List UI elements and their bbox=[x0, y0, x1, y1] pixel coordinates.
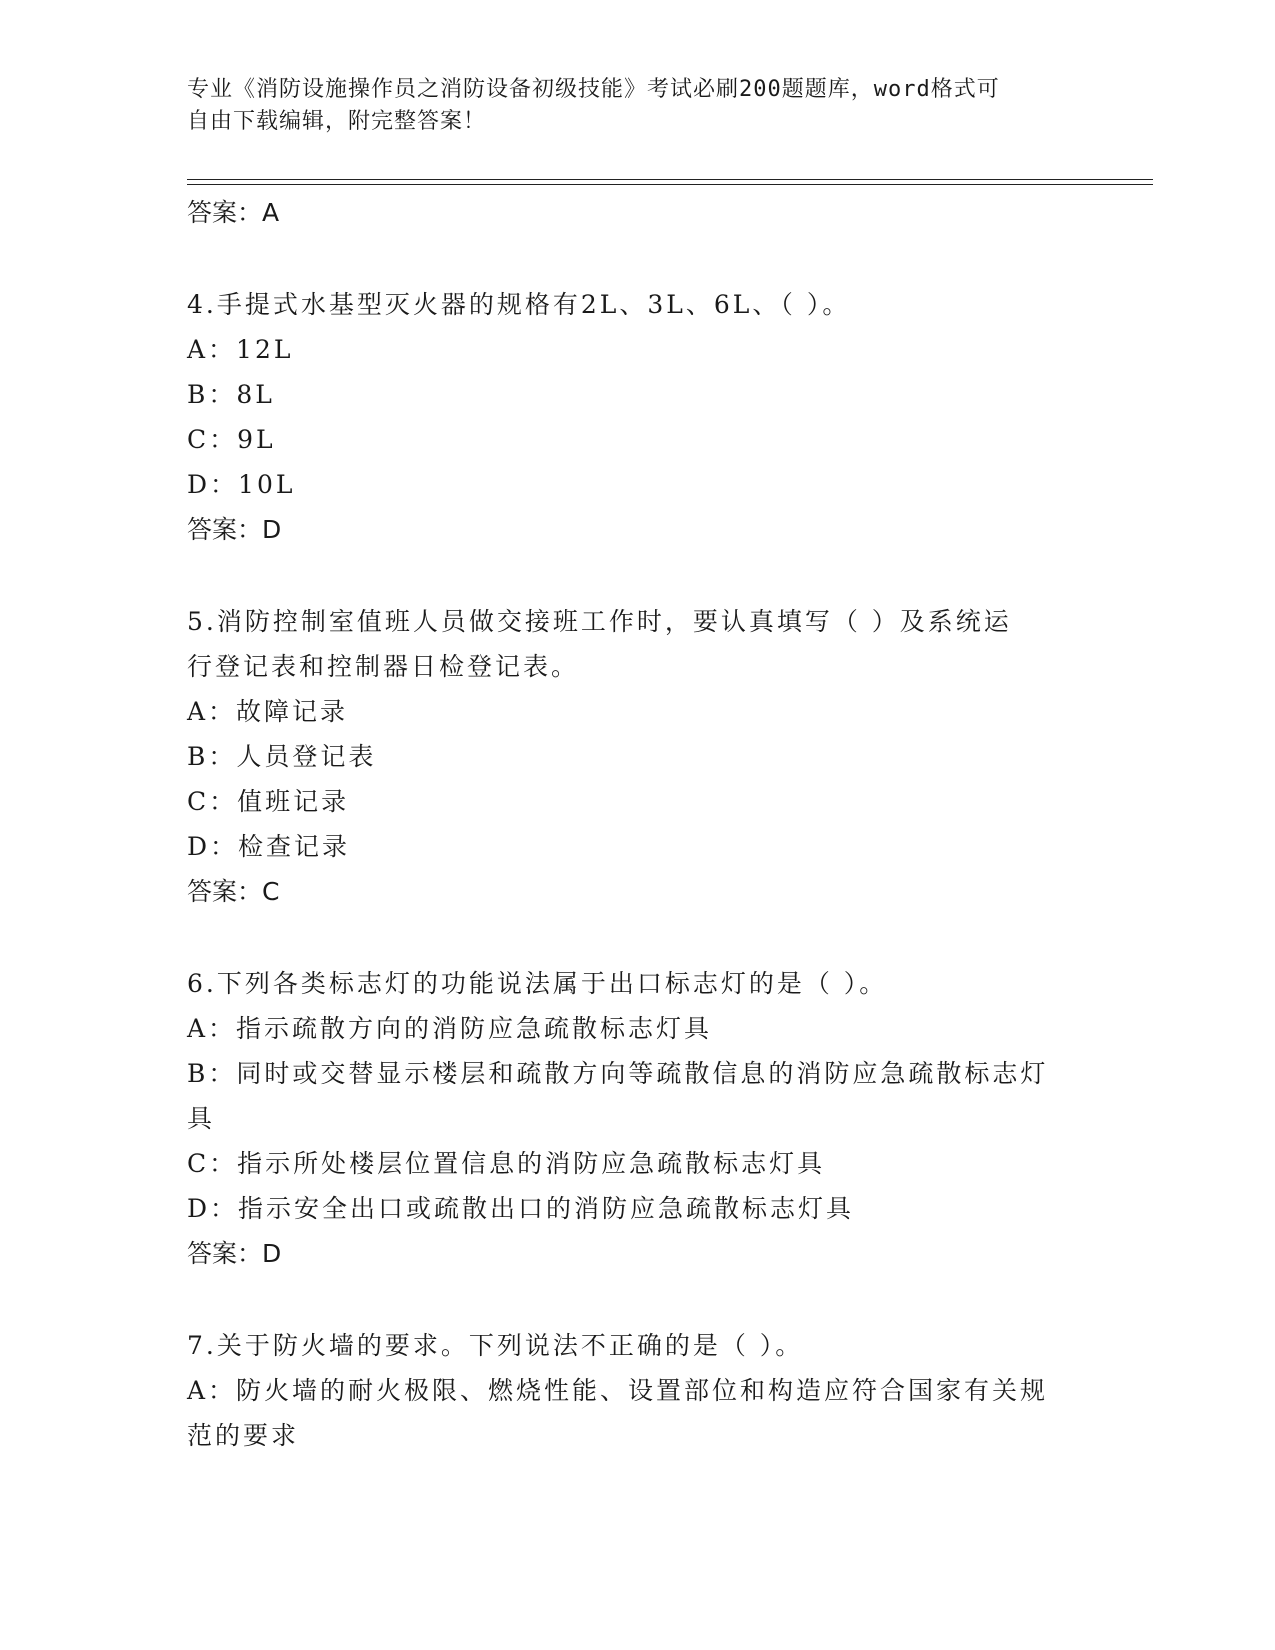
option-a: A：指示疏散方向的消防应急疏散标志灯具 bbox=[187, 1014, 713, 1043]
header-line-1: 专业《消防设施操作员之消防设备初级技能》考试必刷200题题库，word格式可 bbox=[187, 77, 1000, 102]
option-a: A：防火墙的耐火极限、燃烧性能、设置部位和构造应符合国家有关规 bbox=[187, 1376, 1049, 1405]
question-text: 4.手提式水基型灭火器的规格有2L、3L、6L、（ ）。 bbox=[187, 290, 851, 319]
header-line-2: 自由下载编辑，附完整答案！ bbox=[187, 109, 487, 134]
header-divider-bottom bbox=[187, 184, 1153, 185]
document-header bbox=[187, 74, 1067, 138]
option-d: D：检查记录 bbox=[187, 832, 351, 861]
answer-line: 答案：D bbox=[187, 1239, 282, 1268]
question-text: 5.消防控制室值班人员做交接班工作时，要认真填写（ ）及系统运 bbox=[187, 607, 1012, 636]
question-text-continued: 行登记表和控制器日检登记表。 bbox=[187, 652, 580, 681]
spacer bbox=[187, 235, 1087, 282]
question-item bbox=[187, 282, 1087, 552]
option-d: D：10L bbox=[187, 470, 296, 499]
option-d: D：指示安全出口或疏散出口的消防应急疏散标志灯具 bbox=[187, 1194, 855, 1223]
spacer bbox=[187, 914, 1087, 961]
option-c: C：值班记录 bbox=[187, 787, 350, 816]
spacer bbox=[187, 1276, 1087, 1323]
option-b: B：同时或交替显示楼层和疏散方向等疏散信息的消防应急疏散标志灯 bbox=[187, 1059, 1049, 1088]
answer-line: 答案：D bbox=[187, 515, 282, 544]
option-c: C：9L bbox=[187, 425, 276, 454]
question-text: 6.下列各类标志灯的功能说法属于出口标志灯的是（ ）。 bbox=[187, 969, 888, 998]
header-divider-top bbox=[187, 179, 1153, 180]
option-a: A：12L bbox=[187, 335, 294, 364]
answer-line: 答案：A bbox=[187, 198, 280, 227]
option-b: B：8L bbox=[187, 380, 275, 409]
option-a: A：故障记录 bbox=[187, 697, 349, 726]
question-item bbox=[187, 961, 1087, 1276]
question-item bbox=[187, 1323, 1087, 1458]
spacer bbox=[187, 552, 1087, 599]
option-a-continued: 范的要求 bbox=[187, 1421, 300, 1450]
question-item bbox=[187, 599, 1087, 914]
answer-line: 答案：C bbox=[187, 877, 280, 906]
option-c: C：指示所处楼层位置信息的消防应急疏散标志灯具 bbox=[187, 1149, 826, 1178]
question-text: 7.关于防火墙的要求。下列说法不正确的是（ ）。 bbox=[187, 1331, 804, 1360]
option-b-continued: 具 bbox=[187, 1104, 216, 1133]
option-b: B：人员登记表 bbox=[187, 742, 377, 771]
question-list bbox=[187, 190, 1087, 1458]
